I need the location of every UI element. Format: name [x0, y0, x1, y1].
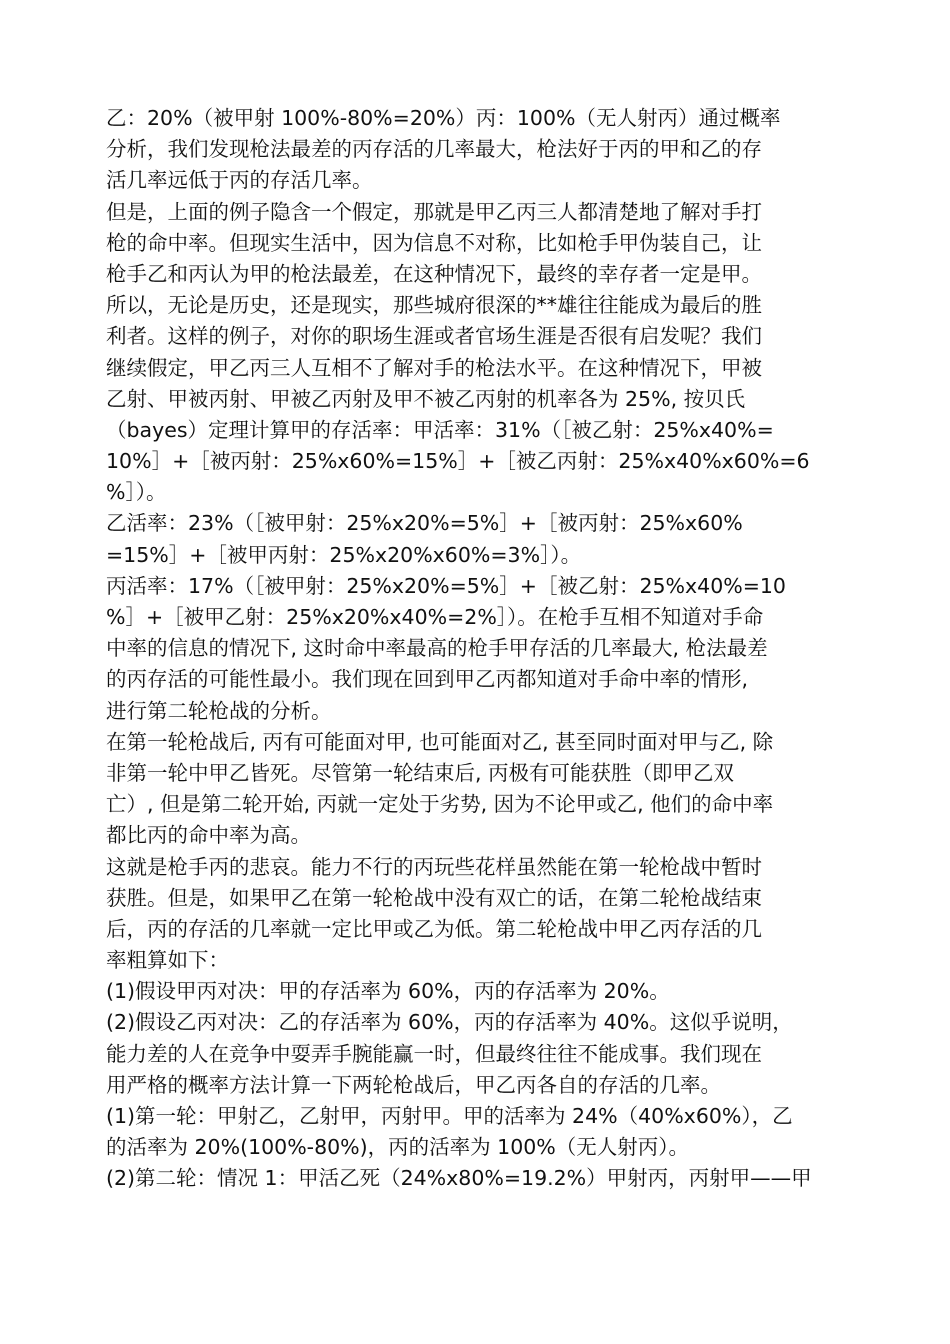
text-line: =15%］+［被甲丙射：25%x20%x60%=3%］）。	[106, 542, 582, 567]
text-line: 10%］+［被丙射：25%x60%=15%］+［被乙丙射：25%x40%x60%=6	[106, 449, 810, 474]
text-line: (1)第一轮：甲射乙，乙射甲，丙射甲。甲的活率为 24%（40%x60%），乙	[106, 1104, 793, 1128]
text-line: 继续假定，甲乙丙三人互相不了解对手的枪法水平。在这种情况下，甲被	[106, 355, 762, 380]
text-line: （bayes）定理计算甲的存活率：甲活率：31%（［被乙射：25%x40%=	[106, 417, 774, 442]
text-line: 在第一轮枪战后, 丙有可能面对甲, 也可能面对乙, 甚至同时面对甲与乙, 除	[106, 729, 774, 754]
text-line: 后，丙的存活的几率就一定比甲或乙为低。第二轮枪战中甲乙丙存活的几	[106, 916, 762, 941]
text-line: 获胜。但是，如果甲乙在第一轮枪战中没有双亡的话，在第二轮枪战结束	[106, 885, 762, 910]
text-line: 非第一轮中甲乙皆死。尽管第一轮结束后, 丙极有可能获胜（即甲乙双	[106, 760, 735, 785]
text-line: 这就是枪手丙的悲哀。能力不行的丙玩些花样虽然能在第一轮枪战中暂时	[106, 854, 762, 879]
text-line: 活几率远低于丙的存活几率。	[106, 168, 373, 193]
text-line: 的活率为 20%(100%-80%)，丙的活率为 100%（无人射丙）。	[106, 1135, 690, 1160]
document-body	[106, 103, 858, 1195]
text-line: (1)假设甲丙对决：甲的存活率为 60%，丙的存活率为 20%。	[106, 979, 670, 1004]
text-line: 中率的信息的情况下, 这时命中率最高的枪手甲存活的几率最大, 枪法最差	[106, 636, 768, 661]
text-line: 进行第二轮枪战的分析。	[106, 698, 332, 723]
text-line: 乙：20%（被甲射 100%-80%=20%）丙：100%（无人射丙）通过概率	[106, 106, 781, 130]
text-line: 分析，我们发现枪法最差的丙存活的几率最大，枪法好于丙的甲和乙的存	[106, 137, 762, 162]
text-line: 枪的命中率。但现实生活中，因为信息不对称，比如枪手甲伪装自己，让	[106, 230, 762, 255]
text-line: 丙活率：17%（［被甲射：25%x20%=5%］+［被乙射：25%x40%=10	[106, 573, 786, 598]
text-line: 但是，上面的例子隐含一个假定，那就是甲乙丙三人都清楚地了解对手打	[106, 199, 762, 224]
text-line: 能力差的人在竞争中耍弄手腕能赢一时，但最终往往不能成事。我们现在	[106, 1041, 762, 1066]
text-line: 枪手乙和丙认为甲的枪法最差，在这种情况下，最终的幸存者一定是甲。	[106, 261, 762, 286]
text-line: (2)假设乙丙对决：乙的存活率为 60%，丙的存活率为 40%。这似乎说明，	[106, 1010, 793, 1035]
text-line: %］）。	[106, 480, 167, 505]
text-line: 都比丙的命中率为高。	[106, 823, 311, 848]
text-line: 所以，无论是历史，还是现实，那些城府很深的**雄往往能成为最后的胜	[106, 293, 762, 318]
text-line: 乙活率：23%（［被甲射：25%x20%=5%］+［被丙射：25%x60%	[106, 511, 743, 536]
text-line: 的丙存活的可能性最小。我们现在回到甲乙丙都知道对手命中率的情形,	[106, 667, 749, 692]
text-line: 率粗算如下：	[106, 948, 229, 973]
text-line: %］+［被甲乙射：25%x20%x40%=2%］）。在枪手互相不知道对手命	[106, 605, 764, 629]
text-line: (2)第二轮：情况 1：甲活乙死（24%x80%=19.2%）甲射丙，丙射甲——甲	[106, 1166, 812, 1191]
text-line: 亡）, 但是第二轮开始, 丙就一定处于劣势, 因为不论甲或乙, 他们的命中率	[106, 792, 774, 817]
text-line: 用严格的概率方法计算一下两轮枪战后，甲乙丙各自的存活的几率。	[106, 1072, 721, 1097]
text-line: 利者。这样的例子，对你的职场生涯或者官场生涯是否很有启发呢？我们	[106, 324, 762, 349]
text-line: 乙射、甲被丙射、甲被乙丙射及甲不被乙丙射的机率各为 25%, 按贝氏	[106, 386, 746, 411]
